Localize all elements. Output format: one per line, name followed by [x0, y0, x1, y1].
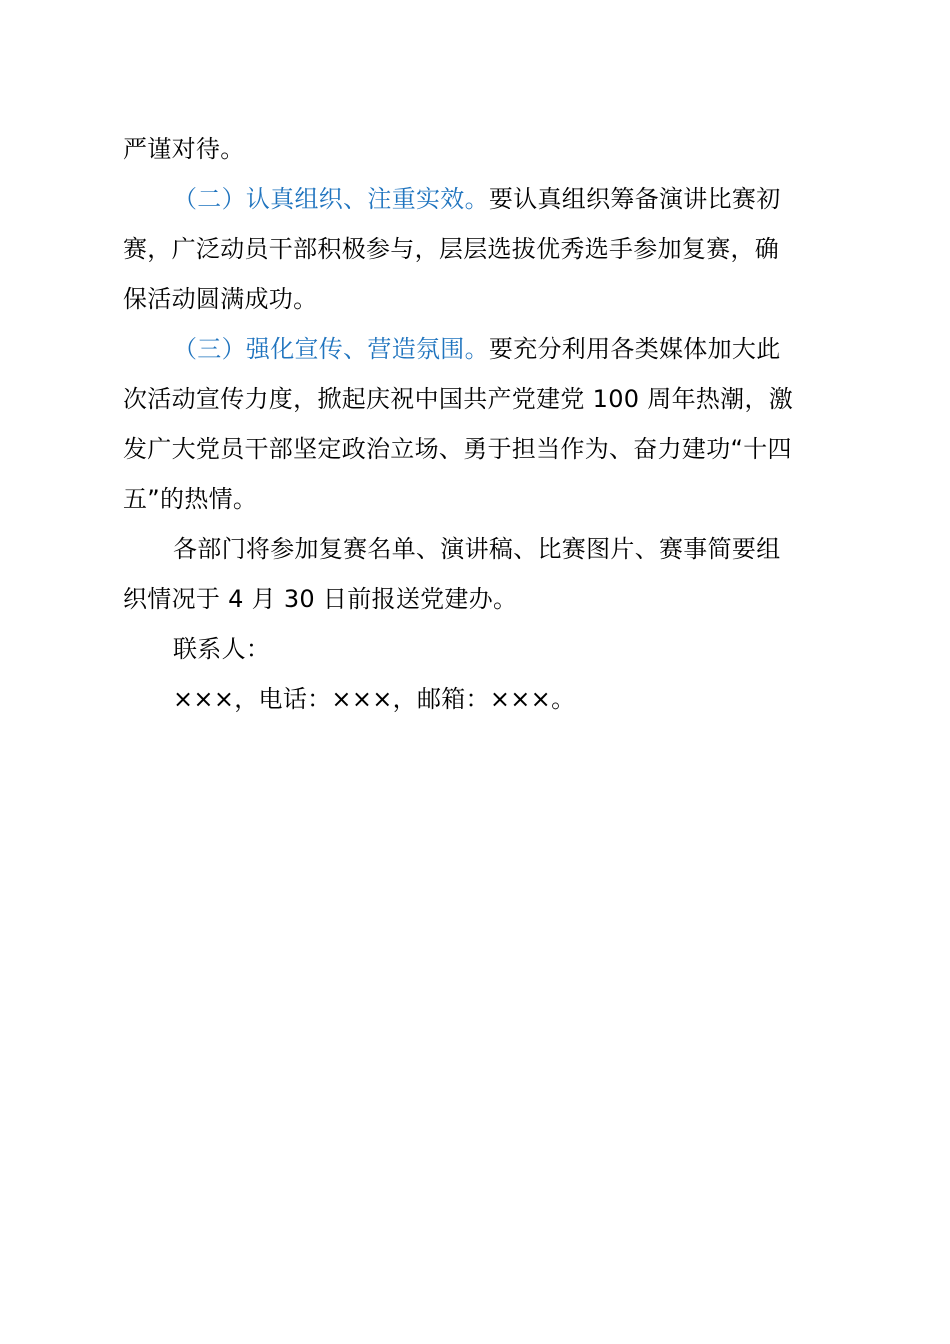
- paragraph-line: [123, 479, 843, 519]
- paragraph-line: [123, 229, 843, 269]
- body-text: 各部门将参加复赛名单、演讲稿、比赛图片、赛事简要组: [173, 535, 781, 563]
- body-text: 赛，广泛动员干部积极参与，层层选拔优秀选手参加复赛，确: [123, 235, 780, 263]
- contact-info: [173, 679, 843, 719]
- body-text: 五”的热情。: [123, 485, 258, 513]
- paragraph-line: [123, 379, 843, 419]
- body-text: 要认真组织筹备演讲比赛初: [488, 185, 781, 213]
- paragraph-line: [123, 429, 843, 469]
- section-heading-two: （二）认真组织、注重实效。: [173, 185, 489, 213]
- body-text: 织情况于 4 月 30 日前报送党建办。: [123, 585, 518, 613]
- section-heading-three: （三）强化宣传、营造氛围。: [173, 335, 489, 363]
- body-text: ×××，电话：×××，邮箱：×××。: [173, 685, 576, 713]
- paragraph-line: [173, 329, 843, 369]
- body-text: 严谨对待。: [123, 135, 245, 163]
- body-text: 次活动宣传力度，掀起庆祝中国共产党建党 100 周年热潮，激: [123, 385, 794, 413]
- body-text: 要充分利用各类媒体加大此: [488, 335, 781, 363]
- paragraph-line: [123, 579, 843, 619]
- body-text: 保活动圆满成功。: [123, 285, 318, 313]
- body-text: 联系人：: [173, 635, 271, 663]
- paragraph-line: [123, 279, 843, 319]
- contact-label: [173, 629, 843, 669]
- paragraph-line: [173, 179, 843, 219]
- body-text: 发广大党员干部坚定政治立场、勇于担当作为、奋力建功“十四: [123, 435, 792, 463]
- paragraph-line: [123, 129, 843, 169]
- paragraph-line: [173, 529, 843, 569]
